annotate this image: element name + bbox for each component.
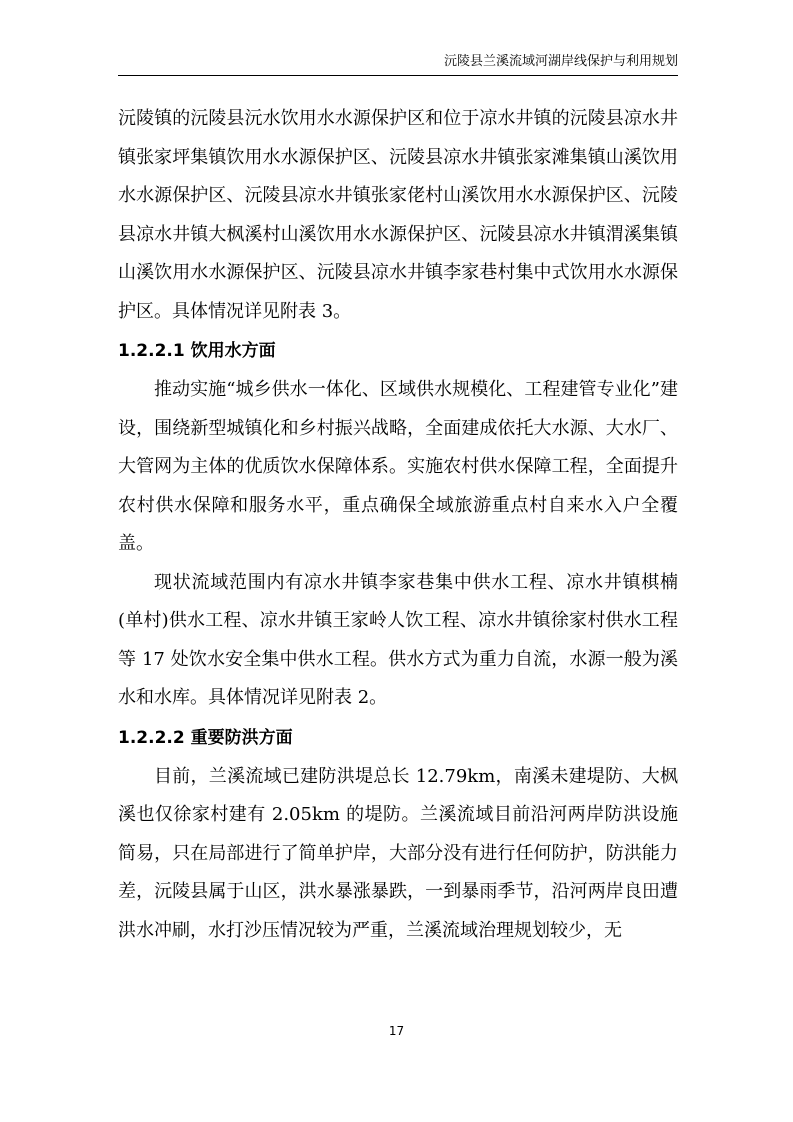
page-number: 17 xyxy=(388,1024,405,1038)
paragraph-intro: 沅陵镇的沅陵县沅水饮用水水源保护区和位于凉水井镇的沅陵县凉水井镇张家坪集镇饮用水水源保护区、沅陵县凉水井镇张家滩集镇山溪饮用水水源保护区、沅陵县凉水井镇张家佬村山溪饮用水水源保护区、沅陵县凉水井镇大枫溪村山溪饮用水水源保护区、沅陵县凉水井镇渭溪集镇山溪饮用水水源保护区、沅陵县凉水井镇李家巷村集中式饮用水水源保护区。具体情况详见附表 3。 xyxy=(118,108,678,322)
paragraph-flood-control: 目前，兰溪流域已建防洪堤总长 12.79km，南溪未建堤防、大枫溪也仅徐家村建有 2.05km 的堤防。兰溪流域目前沿河两岸防洪设施简易，只在局部进行了简单护岸，大部分没有进行任何防护，防洪能力差，沅陵县属于山区，洪水暴涨暴跌，一到暴雨季节，沿河两岸良田遭洪水冲刷，水打沙压情况较为严重，兰溪流域治理规划较少，无 xyxy=(118,765,678,941)
section-heading-flood-control: 1.2.2.2 重要防洪方面 xyxy=(118,727,293,748)
paragraph-water-supply-status: 现状流域范围内有凉水井镇李家巷集中供水工程、凉水井镇棋楠(单村)供水工程、凉水井镇王家岭人饮工程、凉水井镇徐家村供水工程等 17 处饮水安全集中供水工程。供水方式为重力自流，水源一般为溪水和水库。具体情况详见附表 2。 xyxy=(118,571,678,708)
section-heading-drinking-water: 1.2.2.1 饮用水方面 xyxy=(118,341,276,361)
paragraph-water-supply-policy: 推动实施“城乡供水一体化、区域供水规模化、工程建管专业化”建设，围绕新型城镇化和乡村振兴战略，全面建成依托大水源、大水厂、大管网为主体的优质饮水保障体系。实施农村供水保障工程，全面提升农村供水保障和服务水平，重点确保全域旅游重点村自来水入户全覆盖。 xyxy=(118,379,678,554)
header-title: 沅陵县兰溪流域河湖岸线保护与利用规划 xyxy=(443,54,678,69)
page-footer xyxy=(0,1024,793,1038)
page-header xyxy=(118,50,678,76)
document-body xyxy=(118,100,678,950)
